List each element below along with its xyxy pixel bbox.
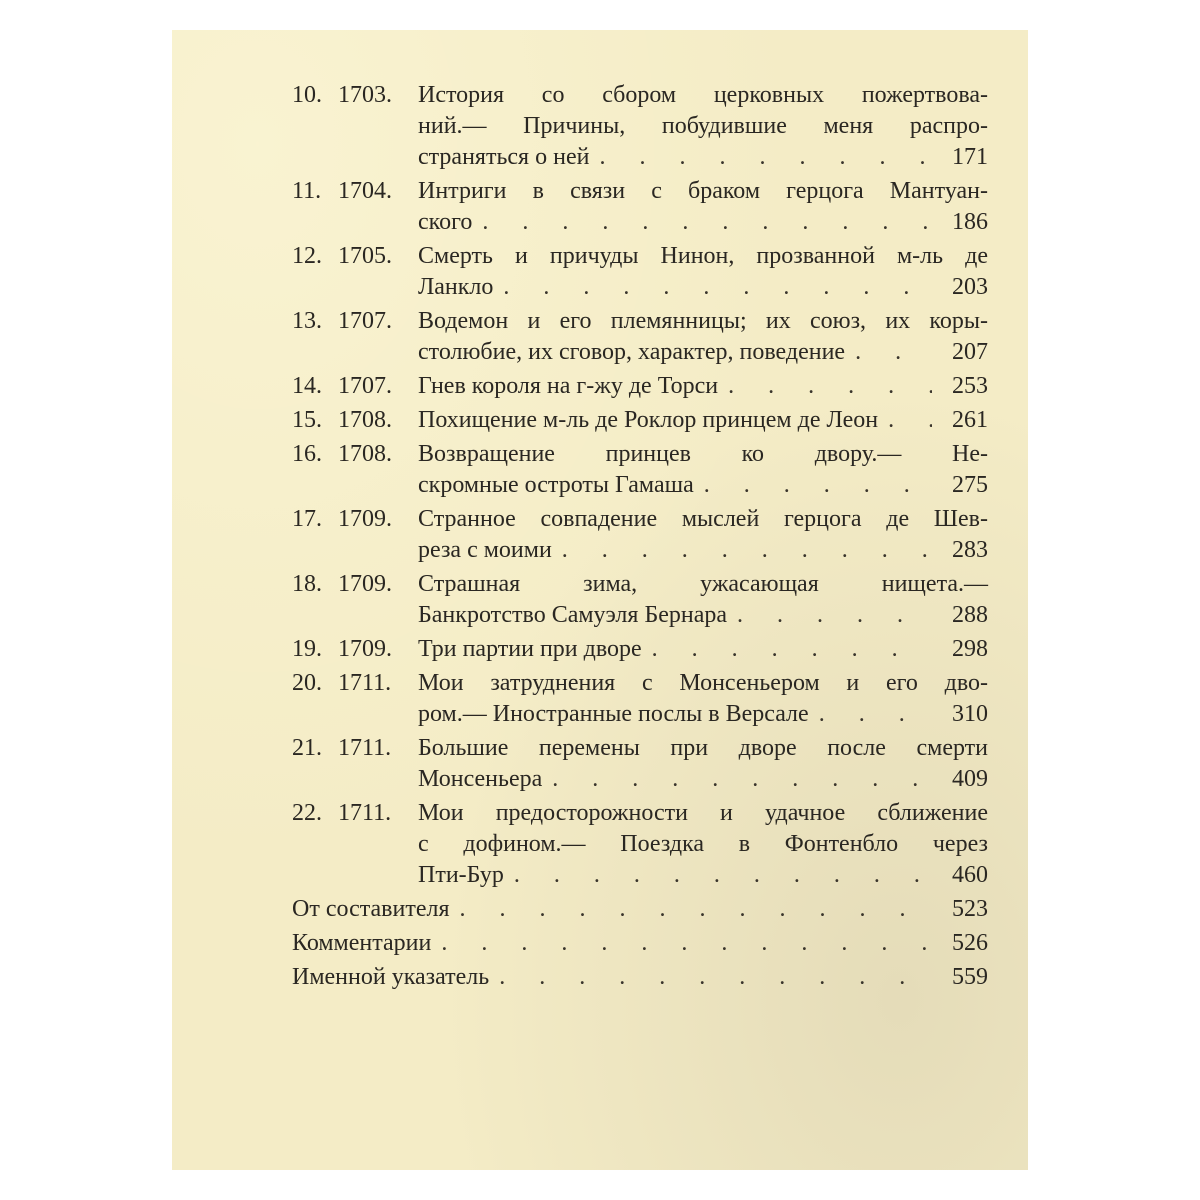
- chapter-title-line: Водемон и его племянницы; их союз, их коры-: [418, 308, 988, 334]
- page-number: 526: [952, 930, 988, 956]
- chapter-title-line: Интриги в связи с браком герцога Мантуан-: [418, 178, 988, 204]
- toc-entry: [292, 569, 988, 631]
- chapter-title-line: скромные остроты Гамаша: [418, 472, 694, 498]
- chapter-year: 1709.: [338, 506, 392, 532]
- chapter-title-last-line: [418, 337, 988, 368]
- chapter-title-line: Банкротство Самуэля Бернара: [418, 602, 728, 628]
- chapter-year: 1705.: [338, 243, 392, 269]
- chapter-year: 1708.: [338, 407, 392, 433]
- chapter-title: [418, 176, 988, 238]
- chapter-title: [418, 634, 988, 665]
- dot-leader: [589, 142, 932, 173]
- dot-leader: [642, 634, 932, 665]
- chapter-title-line: Страшная зима, ужасающая нищета.—: [418, 571, 988, 597]
- chapter-title-line: реза с моими: [418, 537, 552, 563]
- chapter-number: 12.: [292, 243, 322, 269]
- chapter-title-line: столюбие, их сговор, характер, поведение: [418, 339, 846, 365]
- chapter-number: 21.: [292, 735, 322, 761]
- dot-leader: [450, 894, 933, 925]
- chapter-year: 1711.: [338, 735, 392, 761]
- book-page: [172, 30, 1028, 1170]
- chapter-title-last-line: [418, 600, 988, 631]
- chapter-number: 17.: [292, 506, 322, 532]
- page-number: 207: [952, 339, 988, 365]
- dot-leader: [718, 371, 932, 402]
- page-number: 298: [952, 636, 988, 662]
- dot-leader: [809, 699, 932, 730]
- chapter-title-last-line: [418, 142, 988, 173]
- chapter-title-last-line: [418, 699, 988, 730]
- chapter-title-last-line: [418, 405, 988, 436]
- page-number: 460: [952, 862, 988, 888]
- chapter-title-last-line: [418, 860, 988, 891]
- chapter-title-line: Пти-Бур: [418, 862, 504, 888]
- chapter-number: 15.: [292, 407, 322, 433]
- page-number: 203: [952, 274, 988, 300]
- chapter-title-last-line: [418, 272, 988, 303]
- chapter-title-line: с дофином.— Поездка в Фонтенбло через: [418, 831, 988, 857]
- toc-entry: [292, 634, 988, 665]
- toc-entry: [292, 733, 988, 795]
- chapter-title: [418, 439, 988, 501]
- dot-leader: [727, 600, 932, 631]
- chapter-title-line: Странное совпадение мыслей герцога де Шев-: [418, 506, 988, 532]
- toc-entry: [292, 405, 988, 436]
- chapter-title-line: ского: [418, 209, 473, 235]
- chapter-number: 11.: [292, 178, 322, 204]
- page-number: 523: [952, 896, 988, 922]
- chapter-title-line: Смерть и причуды Нинон, прозванной м-ль де: [418, 243, 988, 269]
- chapter-year: 1703.: [338, 82, 392, 108]
- chapter-number: 19.: [292, 636, 322, 662]
- toc-entry: [292, 668, 988, 730]
- chapter-title-line: История со сбором церковных пожертвова-: [418, 82, 988, 108]
- chapter-year: 1707.: [338, 373, 392, 399]
- chapter-title-line: Похищение м-ль де Роклор принцем де Леон: [418, 407, 879, 433]
- chapter-number: 10.: [292, 82, 322, 108]
- dot-leader: [845, 337, 932, 368]
- chapter-title-line: Мои предосторожности и удачное сближение: [418, 800, 988, 826]
- chapter-title: [418, 306, 988, 368]
- chapter-number: 13.: [292, 308, 322, 334]
- toc-entry: [292, 798, 988, 891]
- dot-leader: [878, 405, 932, 436]
- toc-entry: [292, 439, 988, 501]
- page-number: 283: [952, 537, 988, 563]
- chapter-title: [418, 241, 988, 303]
- chapter-title: [418, 405, 988, 436]
- toc-entry: [292, 962, 988, 993]
- table-of-contents: [292, 80, 988, 996]
- section-title: Именной указатель: [292, 964, 490, 990]
- page-number: 253: [952, 373, 988, 399]
- chapter-title-line: Мои затруднения с Монсеньером и его дво-: [418, 670, 988, 696]
- chapter-title-line: ний.— Причины, побудившие меня распро-: [418, 113, 988, 139]
- dot-leader: [493, 272, 932, 303]
- chapter-title-line: Ланкло: [418, 274, 494, 300]
- page-number: 310: [952, 701, 988, 727]
- chapter-title-line: Монсеньера: [418, 766, 543, 792]
- chapter-title-last-line: [418, 764, 988, 795]
- chapter-title: [418, 668, 988, 730]
- dot-leader: [472, 207, 932, 238]
- chapter-title-line: Гнев короля на г-жу де Торси: [418, 373, 719, 399]
- page-number: 288: [952, 602, 988, 628]
- chapter-number: 16.: [292, 441, 322, 467]
- chapter-title: [418, 504, 988, 566]
- section-title: От составителя: [292, 896, 450, 922]
- chapter-title: [418, 733, 988, 795]
- chapter-year: 1709.: [338, 636, 392, 662]
- chapter-title-line: страняться о ней: [418, 144, 590, 170]
- chapter-title-last-line: [418, 535, 988, 566]
- chapter-number: 18.: [292, 571, 322, 597]
- toc-entry: [292, 928, 988, 959]
- section-title: Комментарии: [292, 930, 432, 956]
- toc-entry: [292, 241, 988, 303]
- chapter-title-last-line: [418, 634, 988, 665]
- page-number: 171: [952, 144, 988, 170]
- chapter-title-last-line: [418, 470, 988, 501]
- dot-leader: [694, 470, 932, 501]
- chapter-number: 22.: [292, 800, 322, 826]
- page-number: 261: [952, 407, 988, 433]
- dot-leader: [504, 860, 932, 891]
- chapter-number: 14.: [292, 373, 322, 399]
- dot-leader: [552, 535, 932, 566]
- toc-entry: [292, 894, 988, 925]
- toc-entry: [292, 80, 988, 173]
- chapter-year: 1704.: [338, 178, 392, 204]
- chapter-title-line: Возвращение принцев ко двору.— Не-: [418, 441, 988, 467]
- toc-entry: [292, 371, 988, 402]
- dot-leader: [542, 764, 932, 795]
- page-number: 186: [952, 209, 988, 235]
- toc-entry: [292, 176, 988, 238]
- toc-entry: [292, 504, 988, 566]
- chapter-title-last-line: [418, 371, 988, 402]
- chapter-title: [418, 798, 988, 891]
- chapter-title: [418, 80, 988, 173]
- page-number: 559: [952, 964, 988, 990]
- chapter-title-line: ром.— Иностранные послы в Версале: [418, 701, 809, 727]
- chapter-title: [418, 371, 988, 402]
- page-number: 409: [952, 766, 988, 792]
- toc-entry: [292, 306, 988, 368]
- chapter-number: 20.: [292, 670, 322, 696]
- chapter-title-last-line: [418, 207, 988, 238]
- chapter-year: 1708.: [338, 441, 392, 467]
- dot-leader: [431, 928, 932, 959]
- chapter-title: [418, 569, 988, 631]
- chapter-year: 1709.: [338, 571, 392, 597]
- chapter-year: 1707.: [338, 308, 392, 334]
- chapter-year: 1711.: [338, 670, 392, 696]
- chapter-title-line: Большие перемены при дворе после смерти: [418, 735, 988, 761]
- chapter-year: 1711.: [338, 800, 392, 826]
- chapter-title-line: Три партии при дворе: [418, 636, 642, 662]
- page-number: 275: [952, 472, 988, 498]
- dot-leader: [489, 962, 932, 993]
